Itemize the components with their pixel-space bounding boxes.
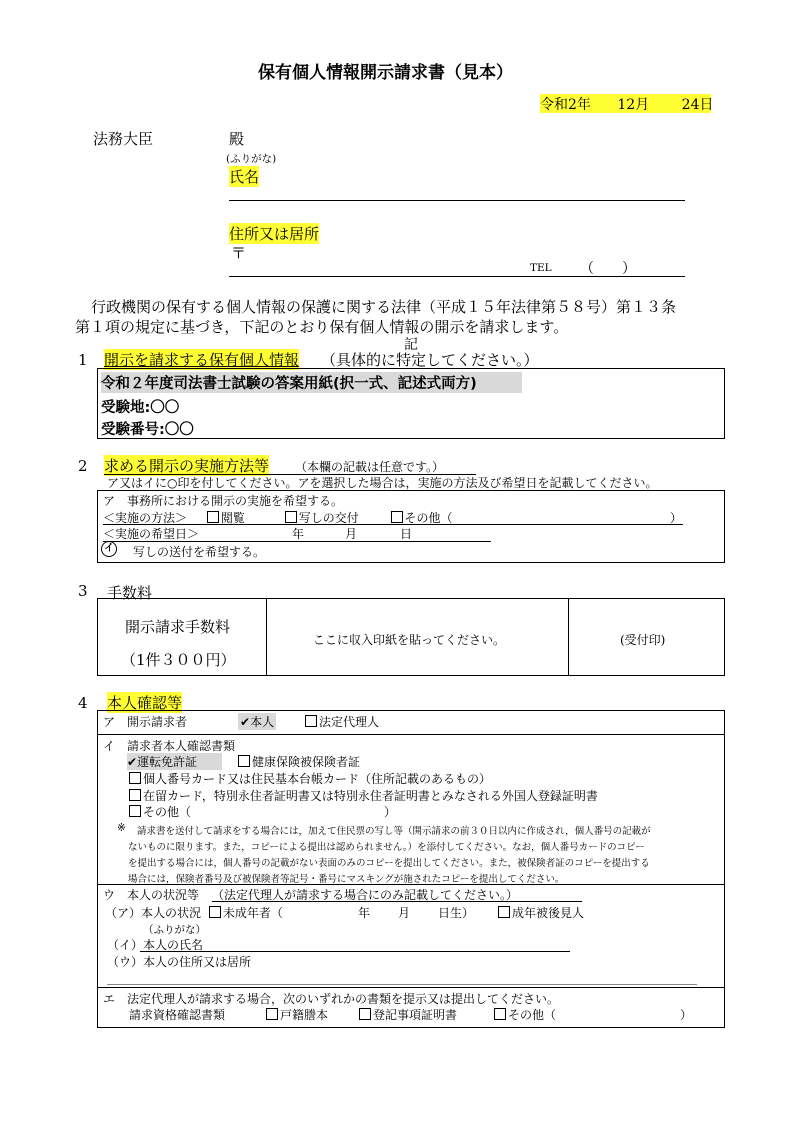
s4-i-label: イ 請求者本人確認書類 (103, 739, 236, 753)
s1-number: 1 (78, 351, 88, 369)
s4-e-close: ） (680, 1008, 693, 1022)
s4-doc-mynumber[interactable] (129, 770, 491, 787)
check-icon: ✔ (240, 715, 251, 729)
s4-a-agent-label: 法定代理人 (319, 715, 380, 729)
s4-a-label: ア 開示請求者 (103, 715, 188, 729)
s2-date-label: ＜実施の希望日＞ (103, 527, 200, 541)
furigana-label: (ふりがな) (226, 153, 277, 165)
s4-note-line-2: ないものに限ります。また，コピーによる提出は認められません。）を添付してください。なお，個人番号カードのコピー (128, 842, 645, 853)
s4-u-note: （法定代理人が請求する場合にのみ記載してください。） (212, 888, 519, 902)
s4-e-touki-label: 登記事項証明書 (373, 1008, 458, 1022)
date-day: 24日 (681, 97, 714, 113)
s4-a-self-label: 本人 (250, 715, 275, 729)
tel-paren: （ ） (580, 261, 636, 277)
s4-u-adult-label: 成年被後見人 (512, 906, 585, 920)
s2-option-i-circle[interactable] (101, 541, 117, 557)
s4-doc-mynumber-checkbox[interactable] (129, 772, 141, 784)
ki-label: 記 (404, 337, 418, 353)
s4-e-other-checkbox[interactable] (494, 1008, 506, 1020)
s4-e-koseki-checkbox[interactable] (266, 1008, 278, 1020)
name-line[interactable] (229, 200, 685, 201)
s4-e-koseki[interactable] (266, 1006, 328, 1023)
s3-number: 3 (78, 582, 88, 600)
date-era: 令和2年 (540, 97, 591, 113)
s4-u-year: 年 (358, 906, 371, 920)
s2-option-i-mark: イ (104, 543, 114, 554)
s4-doc-insurance[interactable] (238, 753, 360, 770)
s4-a-self[interactable] (238, 713, 276, 730)
s4-note-line-4: 場合には，保険者番号及び被保険者等記号・番号にマスキングが施されたコピーを提出してください。 (128, 874, 565, 885)
s3-divider-2 (568, 598, 569, 676)
s2-instruction: ア又はイに○印を付してください。アを選択した場合は，実施の方法及び希望日を記載してください。 (107, 476, 658, 490)
check-icon: ✔ (127, 755, 138, 769)
s2-title: 求める開示の実施方法等 (104, 457, 270, 475)
s3-divider-1 (266, 598, 267, 676)
s2-option-a[interactable]: ア 事務所における開示の実施を希望する。 (103, 494, 344, 508)
s4-u-i-label: （イ）本人の氏名 (107, 938, 204, 952)
s2-note: （本欄の記載は任意です。） (295, 460, 445, 474)
s2-opt-view: 閲覧 (220, 511, 245, 525)
s4-doc-license-label: 運転免許証 (137, 755, 198, 769)
s4-e-label: エ 法定代理人が請求する場合，次のいずれかの書類を提示又は提出してください。 (103, 992, 560, 1006)
s4-divider-u (97, 987, 725, 988)
s1-line-2: 受験地:〇〇 (101, 400, 180, 416)
addressee-name: 法務大臣 (93, 130, 154, 148)
s4-u-month: 月 (398, 906, 411, 920)
intro-line-2: 第１項の規定に基づき，下記のとおり保有個人情報の開示を請求します。 (75, 318, 569, 336)
s4-doc-insurance-checkbox[interactable] (238, 755, 250, 767)
s4-e-docs-label: 請求資格確認書類 (129, 1008, 226, 1022)
s4-a-agent-checkbox[interactable] (305, 715, 317, 727)
s4-divider-i (97, 884, 725, 885)
s4-e-other-label: その他（ (508, 1008, 557, 1022)
s3-receipt: (受付印) (620, 633, 666, 647)
s4-e-touki[interactable] (359, 1006, 457, 1023)
s1-title: 開示を請求する保有個人情報 (104, 351, 300, 369)
s4-e-koseki-label: 戸籍謄本 (280, 1008, 329, 1022)
date-month: 12月 (617, 97, 650, 113)
date-field[interactable] (540, 94, 714, 113)
s4-doc-residence-checkbox[interactable] (129, 789, 141, 801)
s2-date-underline (103, 541, 491, 542)
s4-doc-other-label: その他（ (143, 805, 192, 819)
intro-line-1: 行政機関の保有する個人情報の保護に関する法律（平成１５年法律第５８号）第１３条 (91, 298, 677, 316)
s4-u-u-label: （ウ）本人の住所又は居所 (107, 955, 252, 969)
s4-note-line-1: 請求書を送付して請求をする場合には，加えて住民票の写し等（開示請求の前３０日以内に作成され，個人番号の記載が (137, 826, 651, 837)
s2-opt-view-checkbox[interactable] (207, 511, 219, 523)
s4-u-label: ウ 本人の状況等 (103, 888, 200, 902)
s4-u-underline (212, 901, 582, 902)
s2-method-label: ＜実施の方法＞ (103, 511, 188, 525)
addressee-honorific: 殿 (229, 130, 245, 148)
s4-u-birth: 日生） (438, 906, 475, 920)
page-title: 保有個人情報開示請求書（見本） (258, 63, 513, 83)
s3-stamp-area[interactable]: ここに収入印紙を貼ってください。 (313, 633, 506, 647)
address-line[interactable] (229, 276, 685, 277)
postal-mark: 〒 (231, 244, 247, 262)
s2-opt-copy-checkbox[interactable] (285, 511, 297, 523)
s4-doc-mynumber-label: 個人番号カード又は住民基本台帳カード（住所記載のあるもの） (143, 772, 492, 786)
s4-note-line-3: を提出する場合には，個人番号の記載がない表面のみのコピーを提出してください。また，被保険者証のコピーを提出する (128, 858, 650, 869)
s4-divider-a (97, 734, 725, 735)
s4-u-minor-label: 未成年者（ (222, 906, 283, 920)
s4-a-agent[interactable] (305, 713, 379, 730)
s2-method-close: ） (670, 511, 683, 525)
s4-u-a-row (105, 904, 283, 921)
s4-e-other[interactable] (494, 1006, 556, 1023)
s4-u-name-line[interactable] (140, 951, 570, 952)
tel-label: TEL (530, 262, 552, 274)
s2-opt-other-checkbox[interactable] (391, 511, 403, 523)
s4-doc-residence-label: 在留カード，特別永住者証明書又は特別永住者証明書とみなされる外国人登録証明書 (143, 789, 598, 803)
s4-doc-residence[interactable] (129, 787, 598, 804)
s2-date-year: 年 (292, 527, 305, 541)
s2-date-month: 月 (345, 527, 358, 541)
s1-line-1: 令和２年度司法書士試験の答案用紙(択一式、記述式両方) (101, 372, 522, 393)
s3-fee-label: 開示請求手数料 (125, 618, 231, 636)
s4-e-touki-checkbox[interactable] (359, 1008, 371, 1020)
name-label: 氏名 (229, 168, 260, 186)
s4-doc-other[interactable] (129, 803, 191, 820)
s2-number: 2 (78, 457, 88, 475)
s2-opt-other: その他（ (404, 511, 453, 525)
s4-doc-other-close: ） (384, 805, 397, 819)
address-label: 住所又は居所 (229, 225, 320, 243)
s4-u-adult[interactable] (498, 904, 584, 921)
s4-u-furigana: （ふりがな） (143, 924, 206, 936)
s4-doc-other-checkbox[interactable] (129, 805, 141, 817)
s2-date-day: 日 (400, 527, 413, 541)
s4-title: 本人確認等 (107, 694, 183, 712)
s4-doc-insurance-label: 健康保険被保険者証 (252, 755, 361, 769)
s4-note-mark: ※ (117, 822, 126, 834)
s2-option-i-text: 写しの送付を希望する。 (133, 545, 266, 559)
s3-fee-amount: （1件３００円） (121, 651, 236, 669)
s3-title: 手数料 (107, 584, 153, 602)
s4-u-a-label: （ア）本人の状況 (105, 906, 202, 920)
s2-opt-copy: 写しの交付 (298, 511, 359, 525)
s4-number: 4 (78, 694, 88, 712)
s4-u-minor-checkbox[interactable] (209, 906, 221, 918)
s1-line-3: 受験番号:〇〇 (101, 422, 194, 438)
s1-note: （具体的に特定してください。） (321, 351, 539, 369)
s4-u-adult-checkbox[interactable] (498, 906, 510, 918)
s4-doc-license[interactable] (127, 753, 222, 770)
s4-u-address-line[interactable] (107, 984, 697, 985)
